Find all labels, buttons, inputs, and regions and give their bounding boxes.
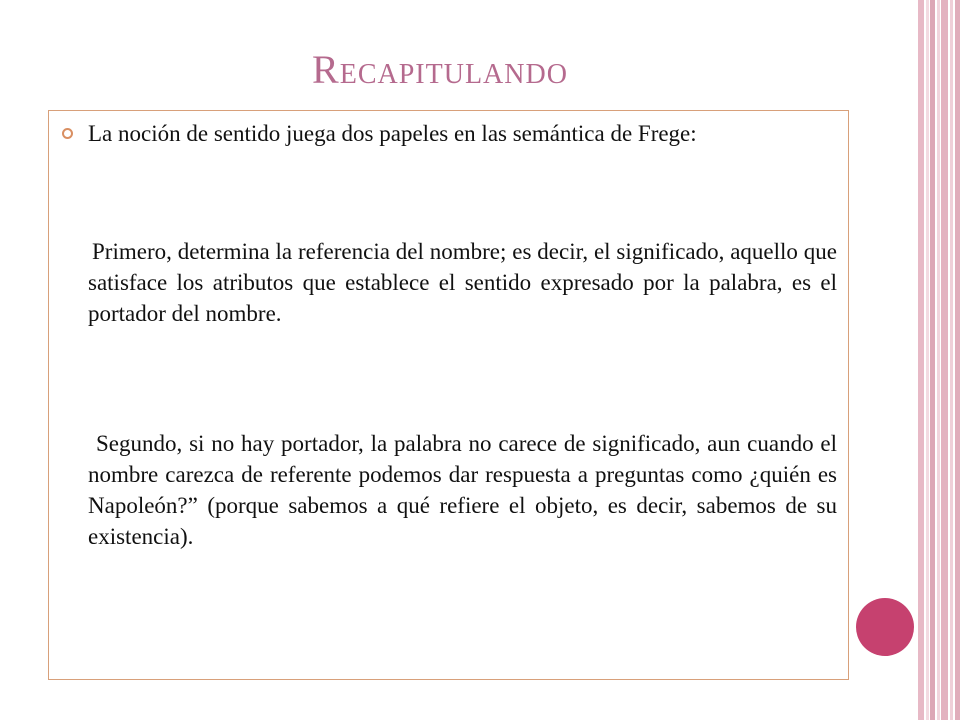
decorative-stripe <box>955 0 960 720</box>
decorative-circle <box>856 598 914 656</box>
content-box <box>48 110 849 680</box>
decorative-stripe <box>937 0 940 720</box>
paragraph-segundo: Segundo, si no hay portador, la palabra no carece de significado, aun cuando el nombre carezca de referente podemos dar respuesta a preguntas como ¿quién es Napoleón?” (porque sabemos a qué refiere el objeto, es decir, sabemos de su existencia). <box>88 431 837 549</box>
decorative-stripe <box>950 0 953 720</box>
bullet-text: La noción de sentido juega dos papeles en las semántica de Frege: <box>88 121 697 146</box>
slide-title: Recapitulando <box>312 47 568 92</box>
paragraph-primero: Primero, determina la referencia del nombre; es decir, el significado, aquello que satisface los atributos que establece el sentido expresado por la palabra, es el portador del nombre. <box>88 239 837 326</box>
decorative-stripe <box>918 0 924 720</box>
decorative-stripe <box>941 0 948 720</box>
decorative-stripe <box>926 0 929 720</box>
decorative-stripe <box>930 0 935 720</box>
bullet-circle-icon <box>62 128 73 139</box>
